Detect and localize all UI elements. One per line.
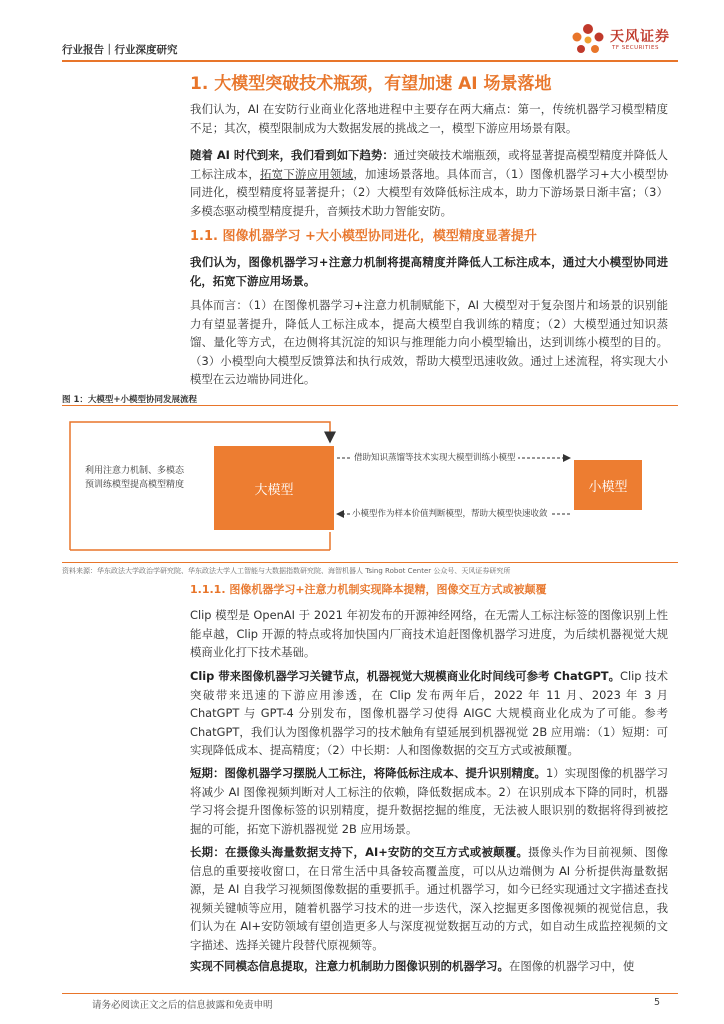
arrow-top-label: 借助知识蒸馏等技术实现大模型训练小模型 [354, 453, 516, 463]
logo-flower-icon [568, 22, 608, 58]
short-term-text: 1）实现图像的机器学习将减少 AI 图像视频判断对人工标注的依赖，降低数据成本。2）在识别成本下降的同时，机器学习将会提升图像标签的识别精度，提升数据挖掘的维度，无法被人眼识别的数据将得到被挖掘的可能，拓宽下游机器视觉 2B 应用场景。 [190, 766, 668, 836]
footer-disclaimer: 请务必阅读正文之后的信息披露和免责申明 [92, 1000, 273, 1011]
section-1-1-paragraph-1 [190, 253, 668, 290]
header-divider [62, 60, 678, 62]
section-1-heading: 1. 大模型突破技术瓶颈，有望加速 AI 场景落地 [190, 74, 552, 94]
clip-lead: Clip 带来图像机器学习关键节点，机器视觉大规模商业化时间线可参考 ChatGPT。 [190, 669, 621, 683]
figure-1-source: 资料来源：华东政法大学政治学研究院、华东政法大学人工智能与大数据指数研究院、海智机器人 Tsing Robot Center 公众号、天风证券研究所 [62, 567, 511, 575]
logo-name: 天风证券 [610, 29, 670, 45]
page-number: 5 [654, 997, 661, 1008]
trend-underlined: 拓宽下游应用领域 [260, 166, 354, 181]
section-1-1-lead: 我们认为，图像机器学习+注意力机制将提高精度并降低人工标注成本，通过大小模型协同进化，拓宽下游应用场景。 [190, 255, 668, 288]
arrow-bottom-label: 小模型作为样本价值判断模型，帮助大模型快速收敛 [352, 509, 548, 519]
figure-top-rule [62, 405, 678, 406]
section-1-1-1-paragraph-4 [190, 843, 668, 955]
section-1-1-1-paragraph-2 [190, 667, 668, 760]
section-1-1-1-paragraph-3 [190, 764, 668, 838]
figure-1-label: 图 1：大模型+小模型协同发展流程 [62, 395, 197, 405]
long-term-lead: 长期：在摄像头海量数据支持下，AI+安防的交互方式或被颠覆。 [190, 845, 529, 859]
figure-bottom-rule [62, 562, 678, 563]
footer-divider [62, 993, 678, 994]
long-term-text: 摄像头作为目前视频、图像信息的重要接收窗口，在日常生活中具备较高覆盖度，可以从边端侧为 AI 分析提供海量数据源，是 AI 自我学习视频图像数据的重要抓手。通过机器学习，如今已经实现通过文字描述查找视频关键帧等应用，随着机器学习技术的进一步迭代，深入挖掘更多图像视频的视觉信息，我们认为在 AI+安防领域有望创造更多人与深度视觉数据互动的方式，如自动生成监控视频的文字描述、选择关键片段替代原视频等。 [190, 845, 668, 952]
short-term-lead: 短期：图像机器学习摆脱人工标注，将降低标注成本、提升识别精度。 [190, 766, 546, 780]
report-category: 行业报告｜行业深度研究 [62, 44, 178, 56]
big-model-box: 大模型 [214, 446, 334, 530]
attention-lead: 实现不同模态信息提取，注意力机制助力图像识别的机器学习。 [190, 959, 509, 973]
trend-text-a: 通过突破技术端瓶颈，或将显著提高模型精度并降低人工标注成本， [190, 148, 668, 181]
section-1-1-1-paragraph-5 [190, 957, 668, 976]
company-logo [568, 22, 678, 58]
clip-text: Clip 技术突破带来迅速的下游应用渗透，在 Clip 发布两年后，2022 年 11 月、2023 年 3 月 ChatGPT 与 GPT-4 分别发布，图像机器学习使得 AIGC 大规模商业化成为了可能。参考 ChatGPT，我们认为图像机器学习的技术触角有望延展到机器视觉 2B 应用端：（1）短期：可实现降低成本、提高精度；（2）中长期：人和图像数据的交互方式或被颠覆。 [190, 669, 668, 758]
section-1-1-1-paragraph-1: Clip 模型是 OpenAI 于 2021 年初发布的开源神经网络，在无需人工标注标签的图像识别上性能卓越，Clip 开源的特点或将加快国内厂商技术追赶图像机器学习进度，为后续机器视觉大规模商业化打下技术基础。 [190, 608, 668, 660]
section-1-1-paragraph-2: 具体而言：（1）在图像机器学习+注意力机制赋能下，AI 大模型对于复杂图片和场景的识别能力有望显著提升，降低人工标注成本，提高大模型自我训练的精度；（2）大模型通过知识蒸馏、量化等方式，在边侧将其沉淀的知识与推理能力向小模型输出，达到训练小模型的目的。（3）小模型向大模型反馈算法和执行成效，帮助大模型迅速收敛。通过上述流程，将实现大小模型在云边端协同进化。 [190, 298, 668, 387]
section-1-paragraph-2 [190, 146, 668, 220]
trend-lead: 随着 AI 时代到来，我们看到如下趋势： [190, 148, 394, 162]
side-note: 利用注意力机制、多模态预训练模型提高模型精度 [84, 466, 184, 490]
figure-1-diagram [62, 410, 678, 560]
small-model-box: 小模型 [574, 460, 642, 510]
section-1-1-heading: 1.1. 图像机器学习 +大小模型协同进化，模型精度显著提升 [190, 229, 537, 244]
logo-subtitle: TF SECURITIES [612, 45, 659, 51]
section-1-1-1-heading: 1.1.1. 图像机器学习+注意力机制实现降本提精，图像交互方式或被颠覆 [190, 583, 547, 596]
trend-text-b: ，加速场景落地。具体而言，（1）图像机器学习+大小模型协同进化，模型精度将显著提升；（2）大模型有效降低标注成本，助力下游场景日渐丰富；（3）多模态驱动模型精度提升，音频技术助力智能安防。 [190, 166, 668, 218]
section-1-paragraph-1: 我们认为，AI 在安防行业商业化落地进程中主要存在两大痛点：第一，传统机器学习模型精度不足；其次，模型限制成为大数据发展的挑战之一，模型下游应用场景有限。 [190, 102, 668, 135]
attention-text: 在图像的机器学习中，使 [508, 959, 635, 973]
